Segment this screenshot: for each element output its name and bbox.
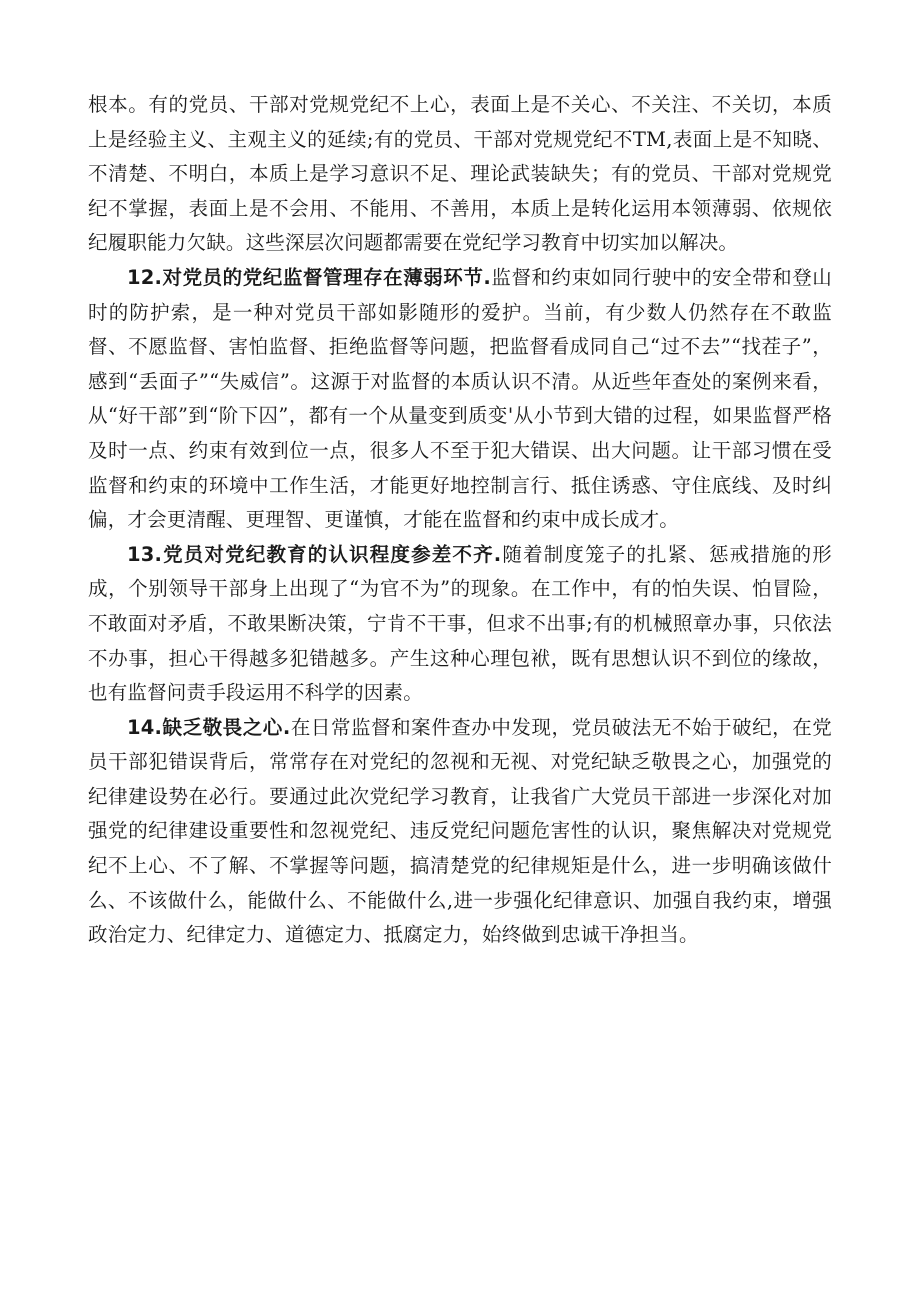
item-number: 12 xyxy=(127,265,155,289)
paragraph-body: 监督和约束如同行驶中的安全带和登山时的防护索，是一种对党员干部如影随形的爱护。当前，有少数人仍然存在不敢监督、不愿监督、害怕监督、拒绝监督等问题，把监督看成同自己“过不去”“找茬子”，感到“丢面子”“失威信”。这源于对监督的本质认识不清。从近些年查处的案例来看，从“好干部”到“阶下囚”，都有一个从量变到质变'从小节到大错的过程，如果监督严格及时一点、约束有效到位一点，很多人不至于犯大错误、出大问题。让干部习惯在受监督和约束的环境中工作生活，才能更好地控制言行、抵住诱惑、守住底线、及时纠偏，才会更清醒、更理智、更谨慎，才能在监督和约束中成长成才。 xyxy=(88,265,832,532)
paragraph-item-12 xyxy=(88,261,832,538)
paragraph-body: 随着制度笼子的扎紧、惩戒措施的形成，个别领导干部身上出现了“为官不为”的现象。在工作中，有的怕失误、怕冒险，不敢面对矛盾，不敢果断决策，宁肯不干事，但求不出事;有的机械照章办事，只依法不办事，担心干得越多犯错越多。产生这种心理包袱，既有思想认识不到位的缘故，也有监督问责手段运用不科学的因素。 xyxy=(88,542,832,705)
item-heading: .对党员的党纪监督管理存在薄弱环节. xyxy=(154,265,492,289)
item-number: 14 xyxy=(127,715,155,739)
paragraph-body: 根本。有的党员、干部对党规党纪不上心，表面上是不关心、不关注、不关切，本质上是经验主义、主观主义的延续;有的党员、干部对党规党纪不TM,表面上是不知晓、不清楚、不明白，本质上是学习意识不足、理论武装缺失；有的党员、干部对党规党纪不掌握，表面上是不会用、不能用、不善用，本质上是转化运用本领薄弱、依规依纪履职能力欠缺。这些深层次问题都需要在党纪学习教育中切实加以解决。 xyxy=(88,93,832,255)
paragraph-body: 在日常监督和案件查办中发现，党员破法无不始于破纪，在党员干部犯错误背后，常常存在对党纪的忽视和无视、对党纪缺乏敬畏之心，加强党的纪律建设势在必行。要通过此次党纪学习教育，让我省广大党员干部进一步深化对加强党的纪律建设重要性和忽视党纪、违反党纪问题危害性的认识，聚焦解决对党规党纪不上心、不了解、不掌握等问题，搞清楚党的纪律规矩是什么，进一步明确该做什么、不该做什么，能做什么、不能做什么,进一步强化纪律意识、加强自我约束，增强政治定力、纪律定力、道德定力、抵腐定力，始终做到忠诚干净担当。 xyxy=(88,715,832,947)
item-number: 13 xyxy=(127,542,155,566)
item-heading: .缺乏敬畏之心. xyxy=(154,715,291,739)
paragraph-item-14 xyxy=(88,711,832,953)
paragraph-item-13 xyxy=(88,538,832,711)
item-heading: .党员对党纪教育的认识程度参差不齐. xyxy=(154,542,502,566)
paragraph-intro xyxy=(88,88,832,261)
document-page xyxy=(88,88,832,953)
